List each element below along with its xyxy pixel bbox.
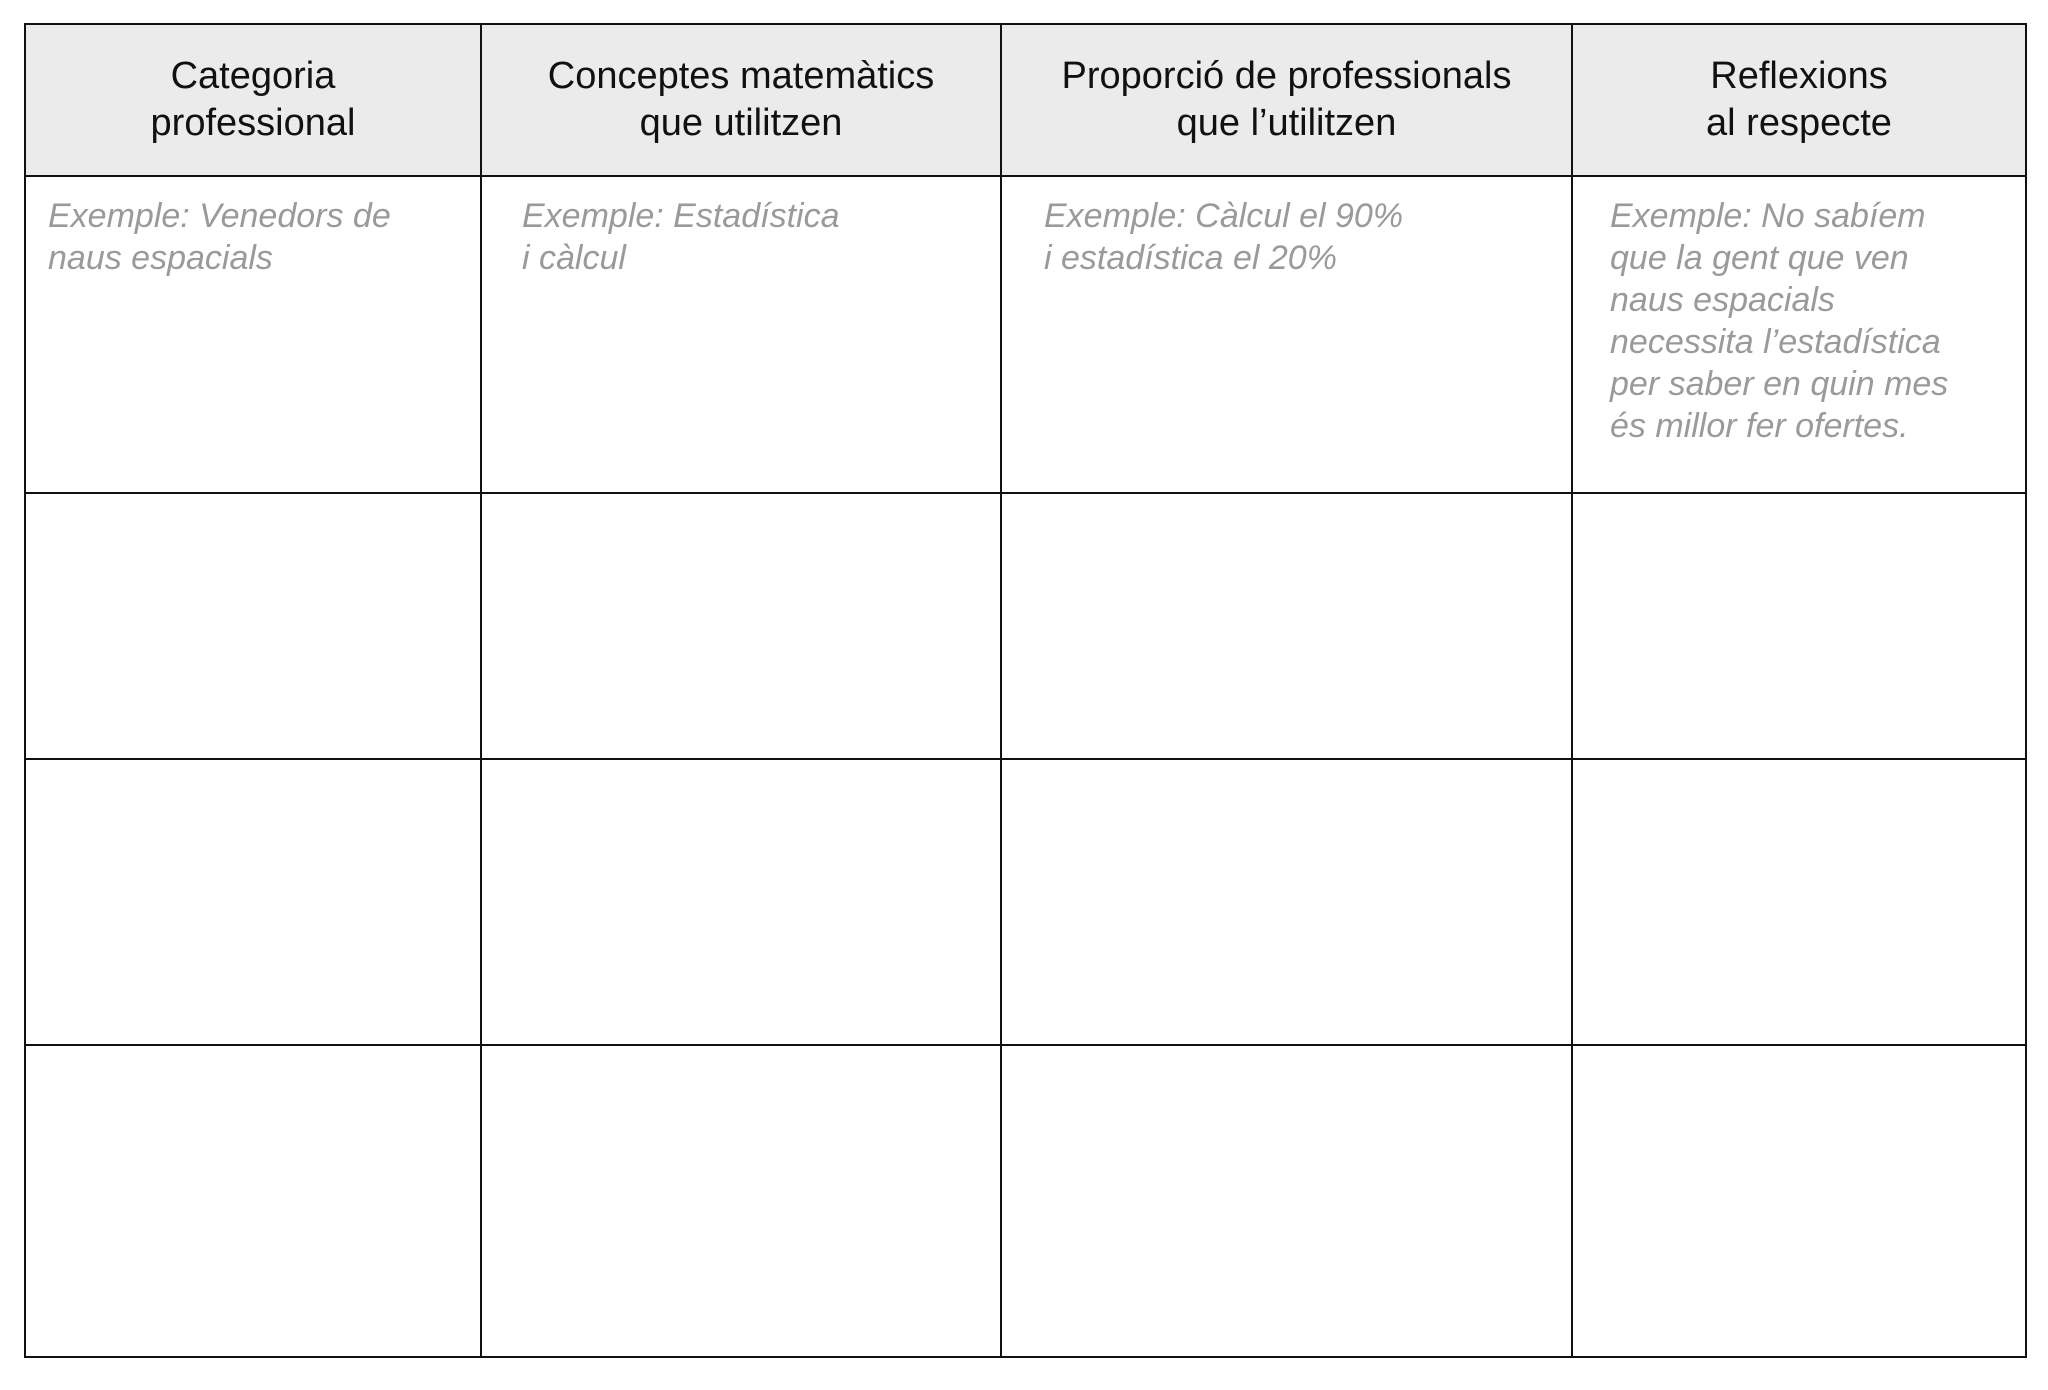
table-cell[interactable] — [1001, 759, 1572, 1045]
example-text: Exemple: No sabíem que la gent que ven naus espacials necessita l’estadística per saber en quin mes és millor fer ofertes. — [1610, 197, 1949, 445]
table-cell[interactable] — [1001, 1045, 1572, 1357]
table-cell[interactable] — [1001, 176, 1572, 493]
table-row — [25, 493, 2026, 759]
table-cell[interactable] — [25, 493, 481, 759]
worksheet-table — [24, 23, 2027, 1358]
header-cell-conceptes — [481, 24, 1001, 176]
example-text: Exemple: Estadística i càlcul — [522, 197, 840, 277]
example-text: Exemple: Càlcul el 90% i estadística el 20% — [1044, 197, 1404, 277]
header-cell-reflexions — [1572, 24, 2026, 176]
header-label: Reflexions al respecte — [1706, 55, 1892, 144]
table-cell[interactable] — [1572, 493, 2026, 759]
table-row — [25, 759, 2026, 1045]
example-text: Exemple: Venedors de naus espacials — [48, 197, 391, 277]
table-cell[interactable] — [25, 176, 481, 493]
table-cell[interactable] — [481, 493, 1001, 759]
header-cell-proporcio — [1001, 24, 1572, 176]
header-label: Categoria professional — [150, 55, 356, 144]
table-cell[interactable] — [481, 759, 1001, 1045]
table-row — [25, 1045, 2026, 1357]
table-cell[interactable] — [481, 176, 1001, 493]
table-cell[interactable] — [25, 1045, 481, 1357]
header-label: Conceptes matemàtics que utilitzen — [547, 55, 935, 144]
table-cell[interactable] — [1001, 493, 1572, 759]
table-cell[interactable] — [481, 1045, 1001, 1357]
table-cell[interactable] — [1572, 176, 2026, 493]
header-cell-categoria — [25, 24, 481, 176]
table-cell[interactable] — [25, 759, 481, 1045]
table-cell[interactable] — [1572, 1045, 2026, 1357]
table-cell[interactable] — [1572, 759, 2026, 1045]
example-row — [25, 176, 2026, 493]
header-label: Proporció de professionals que l’utilitzen — [1061, 55, 1512, 144]
header-row — [25, 24, 2026, 176]
